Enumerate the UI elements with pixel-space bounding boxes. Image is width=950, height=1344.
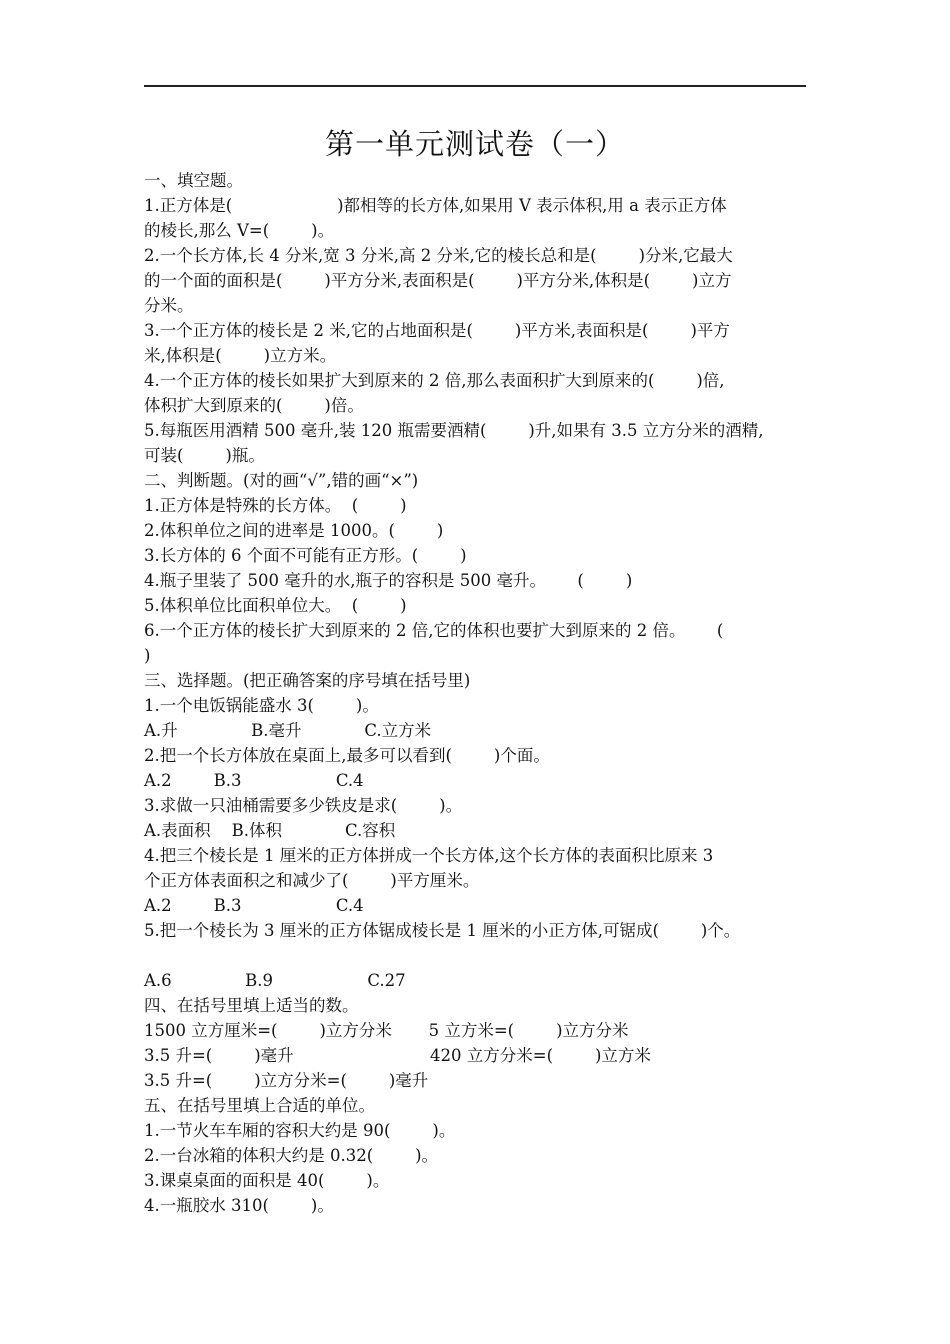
question-text: 2.把一个长方体放在桌面上,最多可以看到( )个面。 [144, 746, 550, 765]
question-text: ) [144, 646, 151, 665]
section-heading-fill-units: 五、在括号里填上合适的单位。 [144, 1096, 375, 1115]
question-text: 4.瓶子里装了 500 毫升的水,瓶子的容积是 500 毫升。 ( ) [144, 571, 633, 590]
question-text: 4.一个正方体的棱长如果扩大到原来的 2 倍,那么表面积扩大到原来的( )倍, [144, 371, 725, 390]
question-text: 1.正方体是( )都相等的长方体,如果用 V 表示体积,用 a 表示正方体 [144, 196, 727, 215]
section-heading-true-false: 二、判断题。(对的画“√”,错的画“×”) [144, 471, 419, 490]
question-text: 1500 立方厘米=( )立方分米 5 立方米=( )立方分米 [144, 1021, 629, 1040]
blank-line [144, 943, 824, 968]
question-text: 个正方体表面积之和减少了( )平方厘米。 [144, 871, 480, 890]
question-text: 1.一个电饭锅能盛水 3( )。 [144, 696, 379, 715]
answer-options: A.升 B.毫升 C.立方米 [144, 721, 432, 740]
question-text: 米,体积是( )立方米。 [144, 346, 337, 365]
question-text: 的棱长,那么 V=( )。 [144, 221, 335, 240]
question-text: 3.长方体的 6 个面不可能有正方形。( ) [144, 546, 467, 565]
answer-options: A.2 B.3 C.4 [144, 771, 364, 790]
answer-options: A.表面积 B.体积 C.容积 [144, 821, 396, 840]
header-rule [144, 85, 806, 87]
question-text: 3.求做一只油桶需要多少铁皮是求( )。 [144, 796, 463, 815]
question-text: 3.5 升=( )立方分米=( )毫升 [144, 1071, 429, 1090]
question-text: 分米。 [144, 296, 194, 315]
question-text: 5.每瓶医用酒精 500 毫升,装 120 瓶需要酒精( )升,如果有 3.5 立方分米的酒精, [144, 421, 764, 440]
section-heading-fill-blanks: 一、填空题。 [144, 171, 243, 190]
question-text: 2.一台冰箱的体积大约是 0.32( )。 [144, 1146, 439, 1165]
page-title: 第一单元测试卷（一） [324, 127, 625, 161]
question-text: 2.体积单位之间的进率是 1000。( ) [144, 521, 444, 540]
question-text: 4.把三个棱长是 1 厘米的正方体拼成一个长方体,这个长方体的表面积比原来 3 [144, 846, 714, 865]
question-text: 1.正方体是特殊的长方体。 ( ) [144, 496, 407, 515]
question-text: 4.一瓶胶水 310( )。 [144, 1196, 334, 1215]
question-text: 5.把一个棱长为 3 厘米的正方体锯成棱长是 1 厘米的小正方体,可锯成( )个。 [144, 921, 741, 940]
question-text: 的一个面的面积是( )平方分米,表面积是( )平方分米,体积是( )立方 [144, 271, 732, 290]
question-text: 3.课桌桌面的面积是 40( )。 [144, 1171, 390, 1190]
question-text: 体积扩大到原来的( )倍。 [144, 396, 364, 415]
question-text: 3.5 升=( )毫升 420 立方分米=( )立方米 [144, 1046, 651, 1065]
question-text: 2.一个长方体,长 4 分米,宽 3 分米,高 2 分米,它的棱长总和是( )分米,它最大 [144, 246, 733, 265]
answer-options: A.2 B.3 C.4 [144, 896, 364, 915]
section-heading-fill-numbers: 四、在括号里填上适当的数。 [144, 996, 359, 1015]
document-body [144, 168, 824, 1218]
question-text: 可装( )瓶。 [144, 446, 265, 465]
question-text: 6.一个正方体的棱长扩大到原来的 2 倍,它的体积也要扩大到原来的 2 倍。 ( [144, 621, 724, 640]
question-text: 3.一个正方体的棱长是 2 米,它的占地面积是( )平方米,表面积是( )平方 [144, 321, 730, 340]
answer-options: A.6 B.9 C.27 [144, 971, 406, 990]
question-text: 5.体积单位比面积单位大。 ( ) [144, 596, 407, 615]
question-text: 1.一节火车车厢的容积大约是 90( )。 [144, 1121, 456, 1140]
section-heading-multiple-choice: 三、选择题。(把正确答案的序号填在括号里) [144, 671, 471, 690]
